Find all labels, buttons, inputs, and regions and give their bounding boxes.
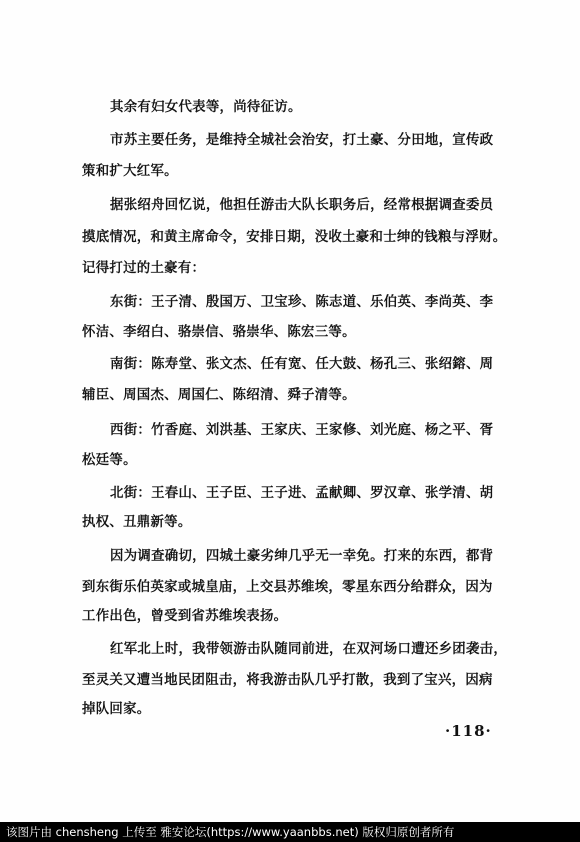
text-line-15: 因为调查确切，四城土豪劣绅几乎无一幸免。打来的东西，都背 xyxy=(110,548,494,564)
text-line-19: 至灵关又遭当地民团阻击，将我游击队几乎打散，我到了宝兴，因病 xyxy=(82,672,493,688)
text-line-3: 策和扩大红军。 xyxy=(82,163,178,179)
text-line-1: 其余有妇女代表等，尚待征访。 xyxy=(110,99,302,115)
text-line-9: 南街：陈寿堂、张文杰、任有宽、任大鼓、杨孔三、张绍鎔、周 xyxy=(110,356,494,372)
text-line-10: 辅臣、周国杰、周国仁、陈绍清、舜子清等。 xyxy=(82,387,356,403)
text-line-2: 市苏主要任务，是维持全城社会治安，打土豪、分田地，宣传政 xyxy=(110,132,494,148)
text-line-5: 摸底情况，和黄主席命令，安排日期，没收土豪和士绅的钱粮与浮财。 xyxy=(82,229,507,245)
text-line-11: 西街：竹香庭、刘洪基、王家庆、王家修、刘光庭、杨之平、胥 xyxy=(110,422,494,438)
text-line-8: 怀洁、李绍白、骆崇信、骆崇华、陈宏三等。 xyxy=(82,324,356,340)
text-line-16: 到东街乐伯英家或城皇庙，上交县苏维埃，零星东西分给群众，因为 xyxy=(82,579,493,595)
text-line-18: 红军北上时，我带领游击队随同前进，在双河场口遭还乡团袭击， xyxy=(110,641,508,657)
text-line-13: 北街：王春山、王子臣、王子进、孟献卿、罗汉章、张学清、胡 xyxy=(110,485,494,501)
text-line-20: 掉队回家。 xyxy=(82,701,151,717)
page-number: ·118· xyxy=(445,722,492,740)
text-line-17: 工作出色，曾受到省苏维埃表扬。 xyxy=(82,608,288,624)
text-line-12: 松廷等。 xyxy=(82,452,137,468)
text-line-4: 据张绍舟回忆说，他担任游击大队长职务后，经常根据调查委员 xyxy=(110,197,494,213)
text-line-14: 执权、丑鼎新等。 xyxy=(82,514,192,530)
watermark-footer: 该图片由 chensheng 上传至 雅安论坛(https://www.yaanbbs.net) 版权归原创者所有 xyxy=(0,822,580,842)
text-line-7: 东街：王子清、殷国万、卫宝珍、陈志道、乐伯英、李尚英、李 xyxy=(110,294,494,310)
text-line-6: 记得打过的土豪有： xyxy=(82,260,206,276)
